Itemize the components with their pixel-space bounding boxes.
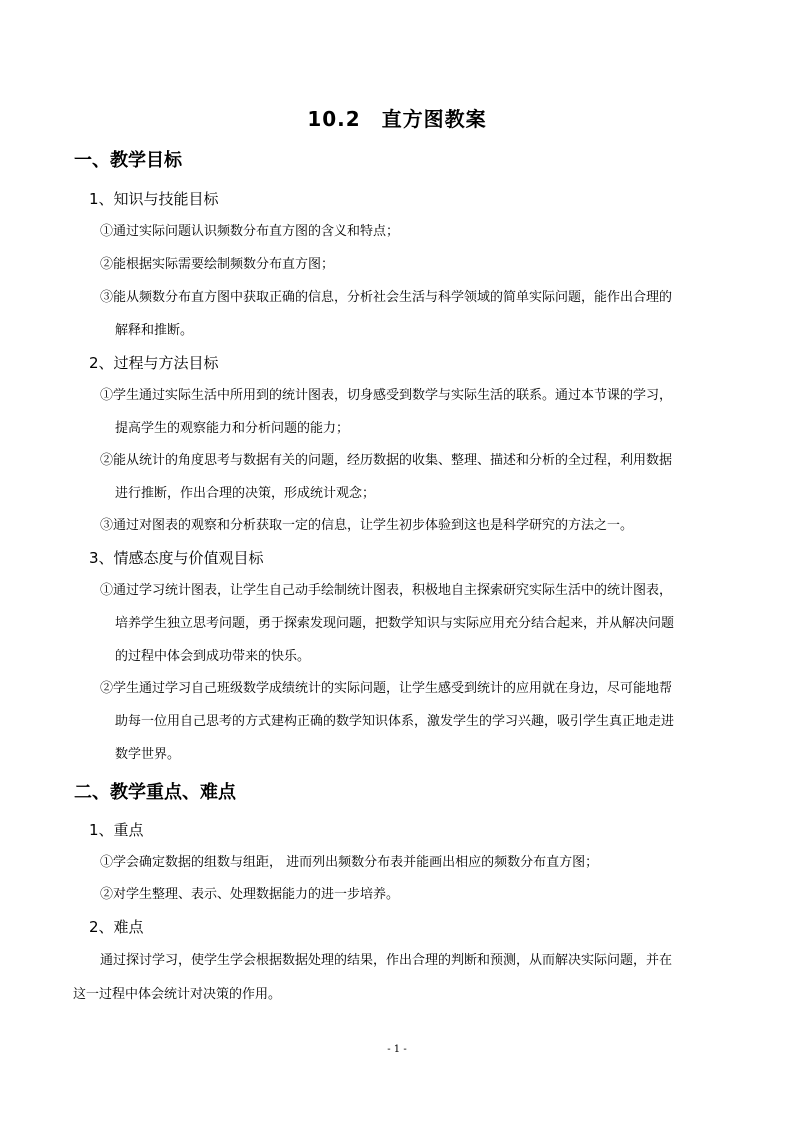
difficult-point-paragraph-continuation: 这一过程中体会统计对决策的作用。 (73, 987, 282, 1002)
page-number: - 1 - (387, 1044, 407, 1055)
objective-item: ①通过实际问题认识频数分布直方图的含义和特点； (100, 224, 400, 239)
objective-item-continuation: 数学世界。 (115, 747, 181, 762)
objective-item-continuation: 培养学生独立思考问题，勇于探索发现问题，把数学知识与实际应用充分结合起来，并从解决问题 (115, 616, 675, 631)
difficult-point-paragraph: 通过探讨学习，使学生学会根据数据处理的结果，作出合理的判断和预测，从而解决实际问题，并在 (100, 953, 673, 968)
subsection-heading-difficult-points: 2、难点 (89, 918, 144, 936)
subsection-heading-process-methods: 2、过程与方法目标 (89, 354, 219, 372)
objective-item: ③通过对图表的观察和分析获取一定的信息，让学生初步体验到这也是科学研究的方法之一。 (100, 518, 634, 533)
document-title: 10.2 直方图教案 (307, 107, 487, 131)
objective-item-continuation: 助每一位用自己思考的方式建构正确的数学知识体系，激发学生的学习兴趣，吸引学生真正地走进 (115, 714, 675, 729)
subsection-heading-emotions-values: 3、情感态度与价值观目标 (89, 549, 264, 567)
section-heading-key-difficult-points: 二、教学重点、难点 (74, 782, 236, 803)
objective-item: ②能根据实际需要绘制频数分布直方图； (100, 257, 335, 272)
objective-item-continuation: 的过程中体会到成功带来的快乐。 (115, 649, 311, 664)
objective-item-continuation: 进行推断，作出合理的决策，形成统计观念； (115, 486, 376, 501)
objective-item: ①学生通过实际生活中所用到的统计图表，切身感受到数学与实际生活的联系。通过本节课的学习， (100, 388, 673, 403)
objective-item: ③能从频数分布直方图中获取正确的信息，分析社会生活与科学领域的简单实际问题，能作出合理的 (100, 290, 673, 305)
key-point-item: ②对学生整理、表示、处理数据能力的进一步培养。 (100, 887, 400, 902)
objective-item: ①通过学习统计图表，让学生自己动手绘制统计图表，积极地自主探索研究实际生活中的统计图表， (100, 583, 673, 598)
objective-item-continuation: 提高学生的观察能力和分析问题的能力； (115, 421, 350, 436)
subsection-heading-knowledge-skills: 1、知识与技能目标 (89, 190, 219, 208)
key-point-item: ①学会确定数据的组数与组距， 进而列出频数分布表并能画出相应的频数分布直方图； (100, 855, 599, 870)
objective-item: ②学生通过学习自己班级数学成绩统计的实际问题，让学生感受到统计的应用就在身边，尽可能地帮 (100, 681, 673, 696)
objective-item-continuation: 解释和推断。 (115, 323, 194, 338)
subsection-heading-key-points: 1、重点 (89, 821, 144, 839)
section-heading-teaching-objectives: 一、教学目标 (74, 150, 182, 171)
objective-item: ②能从统计的角度思考与数据有关的问题，经历数据的收集、整理、描述和分析的全过程，利用数据 (100, 453, 673, 468)
